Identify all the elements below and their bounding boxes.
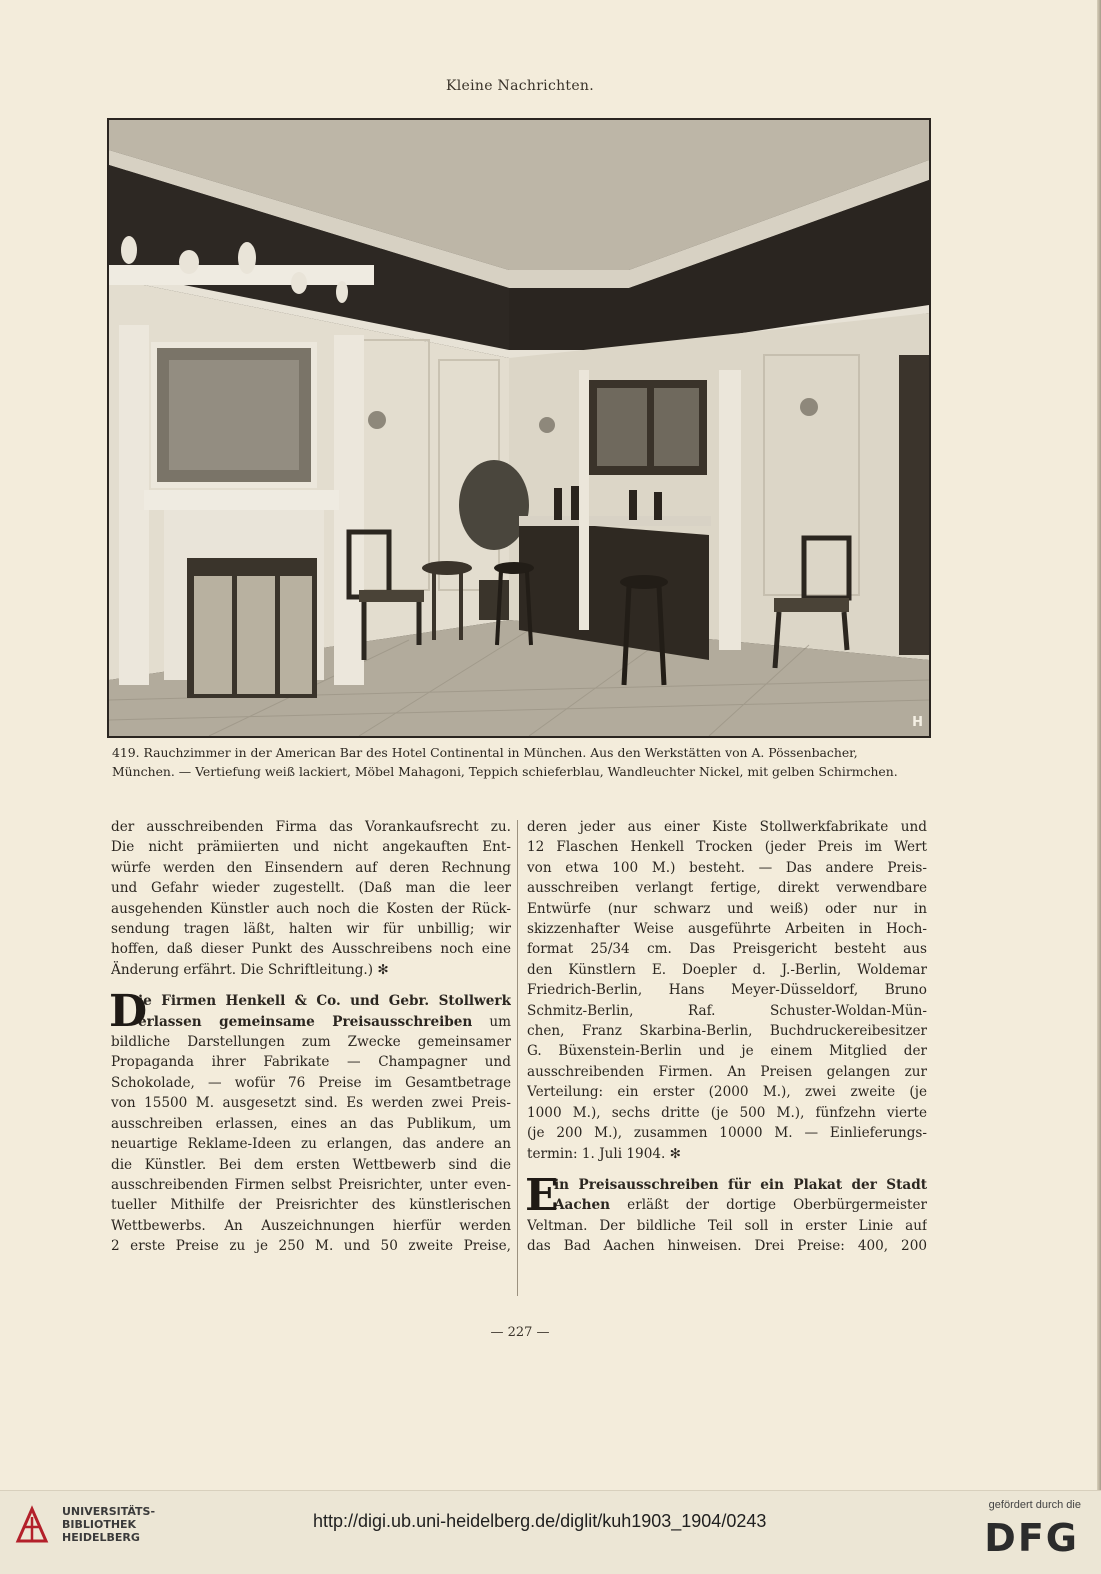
artist-monogram: H (912, 715, 923, 730)
text-line: 1000 M.), sechs dritte (je 500 M.), fünfzehn vierte (527, 1104, 927, 1121)
text-line: (je 200 M.), zusammen 10000 M. — Einlieferungs- (527, 1125, 927, 1142)
page-number: — 227 — (490, 1325, 550, 1340)
text-line: Die nicht prämiierten und nicht angekauften Ent- (111, 839, 511, 856)
digitization-footer (0, 1490, 1101, 1574)
notice-aachen-poster (525, 1169, 927, 1221)
caption-line: München. — Vertiefung weiß lackiert, Möbel Mahagoni, Teppich schieferblau, Wandleuchter Nickel, mit gelben Schirmchen. (112, 764, 898, 779)
text-line: sendung tragen läßt, halten wir für unbillig; wir (111, 921, 511, 938)
text-line: chen, Franz Skarbina-Berlin, Buchdruckereibesitzer (527, 1023, 927, 1040)
column-rule (517, 820, 518, 1296)
text-line: 12 Flaschen Henkell Trocken (jeder Preis im Wert (527, 839, 927, 856)
library-name: UNIVERSITÄTS- BIBLIOTHEK HEIDELBERG (62, 1505, 156, 1544)
text-fragment: um (472, 1013, 511, 1030)
text-line: termin: 1. Juli 1904. ✻ (527, 1145, 682, 1162)
caption-line: 419. Rauchzimmer in der American Bar des Hotel Continental in München. Aus den Werkstätten von A. Pössenbacher, (112, 745, 858, 760)
running-head: Kleine Nachrichten. (445, 78, 594, 94)
text-fragment: erläßt der dortige Oberbürgermeister (610, 1197, 927, 1214)
university-library-logo-icon (12, 1503, 52, 1547)
notice-heading: erlassen gemeinsame Preisausschreiben (138, 1013, 473, 1030)
text-line: format 25/34 cm. Das Preisgericht besteht aus (527, 941, 927, 958)
text-line: deren jeder aus einer Kiste Stollwerkfabrikate und (527, 819, 927, 835)
text-line: das Bad Aachen hinweisen. Drei Preise: 400, 200 (527, 1238, 927, 1255)
text-line: Änderung erfährt. Die Schriftleitung.) ✻ (111, 961, 389, 978)
text-line: neuartige Reklame-Ideen zu erlangen, das andere an (111, 1136, 511, 1153)
notice-henkell-stollwerk (109, 986, 511, 1038)
text-line: 2 erste Preise zu je 250 M. und 50 zweite Preise, (111, 1238, 511, 1255)
dfg-logo: DFG (984, 1516, 1079, 1560)
notice-heading: in Preisausschreiben für ein Plakat der Stadt (554, 1176, 927, 1193)
text-line: hoffen, daß dieser Punkt des Ausschreibens noch eine (111, 941, 511, 958)
text-line: den Künstlern E. Doepler d. J.-Berlin, Woldemar (527, 961, 927, 978)
text-line: ausschreibenden Firmen. An Preisen gelangen zur (527, 1063, 927, 1080)
left-column (111, 817, 511, 1257)
text-line: Friedrich-Berlin, Hans Meyer-Düsseldorf, Bruno (527, 982, 927, 999)
drop-cap: D (109, 986, 148, 1038)
text-line: würfe werden den Einsendern auf deren Rechnung (111, 859, 511, 876)
text-line: von 15500 M. ausgesetzt sind. Es werden zwei Preis- (111, 1095, 511, 1112)
funded-by-label: gefördert durch die (988, 1499, 1081, 1511)
text-line: ausschreibenden Firmen selbst Preisrichter, unter even- (111, 1176, 511, 1193)
digital-copy-url[interactable]: http://digi.ub.uni-heidelberg.de/diglit/kuh1903_1904/0243 (313, 1511, 767, 1531)
text-line: Verteilung: ein erster (2000 M.), zwei zweite (je (527, 1084, 927, 1101)
text-line: ausgehenden Künstler auch noch die Kosten der Rück- (111, 900, 511, 917)
text-line: tueller Mithilfe der Preisrichter des künstlerischen (111, 1197, 511, 1214)
text-line: der ausschreibenden Firma das Vorankaufsrecht zu. (111, 819, 511, 835)
text-line: Veltman. Der bildliche Teil soll in erster Linie auf (527, 1217, 927, 1234)
smoking-room-illustration (109, 120, 929, 736)
text-line: Propaganda ihrer Fabrikate — Champagner und (111, 1054, 511, 1071)
notice-heading: Aachen (554, 1197, 611, 1214)
text-line: und Gefahr wieder zugestellt. (Daß man die leer (111, 880, 511, 897)
page-edge (1097, 0, 1101, 1490)
text-line: skizzenhafter Weise ausgeführte Arbeiten in Hoch- (527, 921, 927, 938)
text-line: Schokolade, — wofür 76 Preise im Gesamtbetrage (111, 1074, 511, 1091)
drop-cap: E (525, 1169, 559, 1221)
text-line: Entwürfe (nur schwarz und weiß) oder nur in (527, 900, 927, 917)
notice-heading: ie Firmen Henkell & Co. und Gebr. Stollwerk (138, 993, 511, 1010)
text-line: ausschreiben erlassen, eines an das Publikum, um (111, 1115, 511, 1132)
right-column (527, 817, 927, 1257)
text-line: die Künstler. Bei dem ersten Wettbewerb sind die (111, 1156, 511, 1173)
text-line: Schmitz-Berlin, Raf. Schuster-Woldan-Mün- (527, 1002, 927, 1019)
text-line: bildliche Darstellungen zum Zwecke gemeinsamer (111, 1034, 511, 1051)
text-line: Wettbewerbs. An Auszeichnungen hierfür werden (111, 1217, 511, 1234)
text-line: ausschreiben verlangt fertige, direkt verwendbare (527, 880, 927, 897)
figure-caption (112, 743, 927, 781)
text-line: von etwa 100 M.) besteht. — Das andere Preis- (527, 859, 927, 876)
interior-photograph (107, 118, 931, 738)
text-line: G. Büxenstein-Berlin und je einem Mitglied der (527, 1043, 927, 1060)
